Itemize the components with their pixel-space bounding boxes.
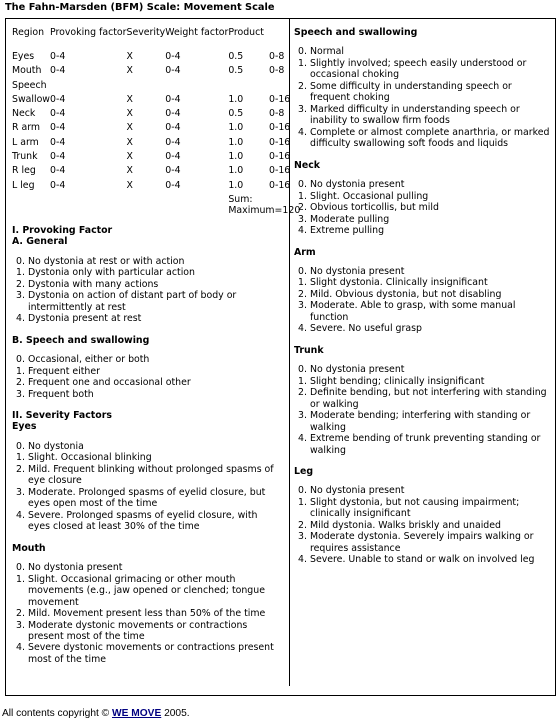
list-item [294, 497, 556, 520]
item-number: 4. [298, 126, 307, 138]
table-cell: L arm [12, 136, 39, 148]
item-number: 3. [298, 300, 307, 312]
item-text: No dystonia present [310, 179, 405, 191]
item-text: Extreme bending of trunk preventing standing or walking [310, 433, 541, 456]
severity-factors-heading: II. Severity Factors [12, 410, 112, 421]
list-item [294, 104, 556, 127]
list-item [12, 389, 282, 400]
table-cell: X [126, 122, 133, 134]
we-move-link[interactable]: WE MOVE [112, 708, 162, 719]
table-cell: X [126, 93, 133, 105]
leg-heading: Leg [294, 466, 314, 477]
table-cell: X [126, 108, 133, 120]
list-item [294, 520, 556, 531]
table-cell: 0-4 [165, 93, 181, 105]
item-text: Some difficulty in understanding speech or frequent choking [310, 80, 512, 104]
list-item [294, 485, 556, 496]
item-number: 2. [298, 80, 307, 92]
table-cell: 0-16 [268, 136, 291, 148]
table-cell: X [126, 151, 133, 163]
mouth-list [12, 562, 282, 665]
item-number: 0. [298, 46, 307, 58]
table-cell: 1.0 [228, 136, 244, 148]
item-text: Slight. Occasional grimacing or other mouth movements (e.g., jaw opened or clenched; tongue movement [28, 573, 265, 608]
table-row [12, 80, 300, 94]
item-text: No dystonia present [28, 562, 123, 574]
table-cell: 0-4 [165, 51, 181, 62]
arm-heading: Arm [294, 246, 316, 258]
table-cell: Neck [12, 108, 36, 120]
item-text: Normal [310, 46, 344, 58]
list-item [294, 214, 556, 225]
list-item [12, 256, 282, 267]
item-number: 0. [298, 179, 307, 191]
list-item [12, 608, 282, 619]
item-text: Dystonia on action of distant part of body or intermittently at rest [28, 290, 237, 313]
table-cell: 0-4 [49, 165, 66, 177]
item-number: 0. [16, 440, 25, 452]
item-text: Moderate dystonia. Severely impairs walking or requires assistance [310, 531, 534, 554]
item-number: 3. [16, 290, 25, 302]
item-text: Moderate bending; interfering with standing or walking [310, 410, 531, 433]
table-cell: 0-4 [49, 65, 66, 77]
item-number: 4. [298, 323, 307, 335]
list-item [12, 642, 282, 665]
table-cell [127, 80, 166, 94]
table-cell: Product [228, 27, 264, 38]
item-text: Severe. Unable to stand or walk on involved leg [310, 554, 535, 566]
item-text: Frequent both [28, 388, 94, 400]
item-text: Dystonia with many actions [28, 278, 159, 290]
item-number: 0. [298, 364, 307, 376]
table-cell: X [126, 179, 133, 191]
item-text: Moderate dystonic movements or contractions present most of the time [28, 619, 248, 642]
item-text: Moderate. Prolonged spasms of eyelid closure, but eyes open most of the time [28, 486, 266, 510]
page-title: The Fahn-Marsden (BFM) Scale: Movement Scale [5, 2, 275, 13]
list-item [12, 562, 282, 573]
item-text: No dystonia present [310, 485, 405, 497]
table-cell: 0-4 [165, 65, 181, 77]
table-cell: 0-4 [49, 151, 66, 163]
item-number: 1. [16, 452, 25, 464]
table-cell: 0-8 [268, 108, 285, 120]
item-number: 3. [16, 388, 25, 400]
table-cell: 0-4 [49, 122, 66, 134]
maximum-label: Maximum=120 [228, 205, 301, 217]
list-item [294, 376, 556, 387]
item-text: Slightly involved; speech easily understood or occasional choking [310, 57, 527, 81]
table-cell: 0-16 [268, 151, 291, 163]
table-cell: 0-4 [49, 179, 66, 191]
copyright-suffix: 2005. [161, 708, 190, 719]
table-cell: Provoking factor [49, 27, 127, 38]
table-cell: 1.0 [228, 122, 244, 134]
item-number: 0. [298, 485, 307, 497]
item-text: Mild. Frequent blinking without prolonged spasms of eye closure [28, 463, 274, 487]
item-number: 1. [16, 267, 25, 279]
list-item [294, 191, 556, 202]
item-text: Severe. No useful grasp [310, 323, 422, 335]
list-item [294, 46, 556, 57]
item-number: 0. [298, 265, 307, 277]
item-text: No dystonia present [310, 364, 405, 376]
table-cell: X [126, 65, 133, 77]
item-text: Slight bending; clinically insignificant [310, 375, 485, 387]
eyes-heading: Eyes [12, 421, 37, 433]
item-number: 1. [298, 57, 307, 69]
list-item [294, 266, 556, 277]
speech-swallowing-heading: B. Speech and swallowing [12, 334, 150, 346]
item-number: 3. [298, 103, 307, 115]
item-text: Moderate pulling [310, 213, 390, 225]
table-cell: 0-4 [165, 165, 181, 177]
list-item [12, 279, 282, 290]
table-cell: R arm [12, 122, 41, 134]
item-number: 4. [298, 433, 307, 445]
item-text: Definite bending, but not interfering with standing or walking [310, 387, 547, 410]
table-cell: 0-16 [268, 179, 291, 191]
item-number: 3. [298, 410, 307, 422]
item-number: 1. [298, 375, 307, 387]
table-row [12, 122, 300, 136]
list-item [12, 510, 282, 533]
table-cell [228, 80, 269, 94]
trunk-heading: Trunk [294, 344, 324, 356]
item-text: Extreme pulling [310, 225, 385, 237]
item-number: 4. [298, 554, 307, 566]
item-number: 4. [16, 642, 25, 654]
item-text: Dystonia present at rest [28, 313, 142, 325]
table-row [12, 108, 300, 122]
item-number: 2. [16, 608, 25, 620]
list-item [12, 290, 282, 313]
table-cell [50, 80, 127, 94]
item-text: Severe dystonic movements or contractions present most of the time [28, 642, 274, 665]
table-cell [165, 80, 228, 94]
item-text: Severe. Prolonged spasms of eyelid closure, with eyes closed at least 30% of the time [28, 509, 258, 533]
table-cell: L leg [12, 179, 35, 191]
item-text: Mild dystonia. Walks briskly and unaided [310, 519, 501, 531]
table-row [12, 65, 300, 79]
item-number: 2. [298, 387, 307, 399]
item-text: Mild. Movement present less than 50% of the time [28, 608, 266, 620]
item-text: Dystonia only with particular action [28, 267, 195, 279]
item-number: 1. [298, 496, 307, 508]
item-text: No dystonia [28, 440, 84, 452]
item-number: 1. [16, 365, 25, 377]
item-text: Slight. Occasional blinking [28, 452, 152, 464]
general-list [12, 256, 282, 325]
table-cell: 1.0 [228, 93, 244, 105]
list-item [294, 58, 556, 81]
copyright-footer [2, 708, 190, 720]
list-item [12, 464, 282, 487]
table-cell: 0-16 [268, 93, 291, 105]
item-text: Obvious torticollis, but mild [310, 202, 439, 214]
item-number: 3. [298, 531, 307, 543]
sum-label: Sum: [228, 193, 253, 205]
table-cell: 0-4 [165, 151, 181, 163]
list-item [294, 81, 556, 104]
item-text: Marked difficulty in understanding speech or inability to swallow firm foods [310, 103, 520, 127]
item-number: 3. [298, 213, 307, 225]
item-text: Frequent one and occasional other [28, 377, 191, 389]
provoking-factor-heading: I. Provoking Factor [12, 224, 113, 236]
item-text: Occasional, either or both [28, 354, 150, 366]
table-cell: 0.5 [228, 108, 244, 120]
table-cell: 0-4 [165, 122, 181, 134]
list-item [294, 202, 556, 213]
item-text: No dystonia at rest or with action [28, 255, 185, 267]
table-sum-row [12, 194, 300, 217]
list-item [12, 574, 282, 608]
item-number: 0. [16, 255, 25, 267]
table-cell: Weight factor [165, 27, 229, 38]
general-heading: A. General [12, 236, 68, 248]
list-item [12, 313, 282, 324]
neck-list [294, 179, 556, 236]
table-cell: Trunk [12, 151, 38, 163]
table-cell: 0-4 [49, 108, 66, 120]
item-number: 2. [16, 278, 25, 290]
right-column [294, 27, 556, 566]
item-number: 2. [298, 288, 307, 300]
item-number: 1. [298, 190, 307, 202]
list-item [12, 377, 282, 388]
item-number: 2. [298, 519, 307, 531]
table-cell: 0-4 [165, 136, 181, 148]
list-item [12, 267, 282, 278]
leg-list [294, 485, 556, 565]
arm-list [294, 266, 556, 335]
table-cell: 0-4 [165, 179, 181, 191]
item-text: Mild. Obvious dystonia, but not disabling [310, 288, 502, 300]
item-text: No dystonia present [310, 265, 405, 277]
table-header-row [12, 27, 300, 51]
list-item [12, 441, 282, 452]
item-number: 1. [298, 277, 307, 289]
table-cell: 0.5 [228, 51, 244, 62]
item-text: Complete or almost complete anarthria, or marked difficulty swallowing soft foods and liquids [310, 126, 550, 150]
table-row [12, 137, 300, 151]
item-number: 4. [16, 313, 25, 325]
list-item [294, 127, 556, 150]
table-cell: 0-8 [268, 51, 285, 62]
table-cell: Mouth [12, 65, 42, 77]
table-row [12, 180, 300, 194]
list-item [294, 554, 556, 565]
list-item [294, 531, 556, 554]
table-cell: R leg [12, 165, 36, 177]
item-number: 3. [16, 619, 25, 631]
list-item [294, 277, 556, 288]
list-item [294, 289, 556, 300]
speech-list [12, 354, 282, 400]
scoring-table [12, 27, 300, 217]
table-cell: 0-8 [268, 65, 285, 77]
table-row [12, 94, 300, 108]
right-speech-list [294, 46, 556, 149]
table-cell: X [126, 51, 133, 62]
neck-heading: Neck [294, 159, 320, 171]
item-number: 4. [298, 225, 307, 237]
left-column [12, 27, 301, 665]
table-cell: 0-4 [49, 136, 66, 148]
table-sum-cell [228, 194, 300, 217]
scale-frame [5, 18, 556, 696]
right-speech-heading: Speech and swallowing [294, 27, 418, 38]
table-cell: 1.0 [228, 151, 244, 163]
table-cell: Eyes [12, 51, 35, 62]
table-cell: 0.5 [228, 65, 244, 77]
trunk-list [294, 364, 556, 456]
item-text: Slight. Occasional pulling [310, 190, 429, 202]
list-item [294, 323, 556, 334]
list-item [294, 433, 556, 456]
list-item [12, 620, 282, 643]
list-item [12, 354, 282, 365]
item-number: 1. [16, 573, 25, 585]
list-item [12, 487, 282, 510]
list-item [294, 179, 556, 190]
item-number: 2. [16, 377, 25, 389]
table-cell: 0-4 [49, 93, 66, 105]
table-cell: 0-4 [165, 108, 181, 120]
item-text: Frequent either [28, 365, 100, 377]
table-row [12, 151, 300, 165]
item-number: 0. [16, 562, 25, 574]
item-number: 0. [16, 354, 25, 366]
table-cell: 1.0 [228, 179, 244, 191]
table-cell: 0-16 [268, 165, 291, 177]
item-number: 4. [16, 509, 25, 521]
item-text: Slight dystonia. Clinically insignificant [310, 277, 488, 289]
item-number: 2. [298, 202, 307, 214]
list-item [294, 300, 556, 323]
table-cell: 1.0 [228, 165, 244, 177]
list-item [294, 225, 556, 236]
table-cell: 0-16 [268, 122, 291, 134]
table-cell: Speech [12, 79, 47, 91]
item-number: 2. [16, 463, 25, 475]
list-item [294, 364, 556, 375]
item-number: 3. [16, 486, 25, 498]
copyright-prefix: All contents copyright © [2, 708, 112, 719]
table-cell: X [126, 136, 133, 148]
table-cell: 0-4 [49, 51, 66, 62]
list-item [294, 410, 556, 433]
table-cell: Severity [126, 27, 166, 38]
item-text: Slight dystonia, but not causing impairment; clinically insignificant [310, 496, 520, 520]
list-item [12, 452, 282, 463]
eyes-list [12, 441, 282, 533]
list-item [294, 387, 556, 410]
mouth-heading: Mouth [12, 542, 46, 554]
table-row [12, 165, 300, 179]
table-cell: X [126, 165, 133, 177]
table-row [12, 51, 300, 65]
item-text: Moderate. Able to grasp, with some manual function [310, 300, 516, 323]
table-cell: Swallow [12, 93, 50, 105]
table-cell: Region [12, 27, 45, 38]
list-item [12, 366, 282, 377]
